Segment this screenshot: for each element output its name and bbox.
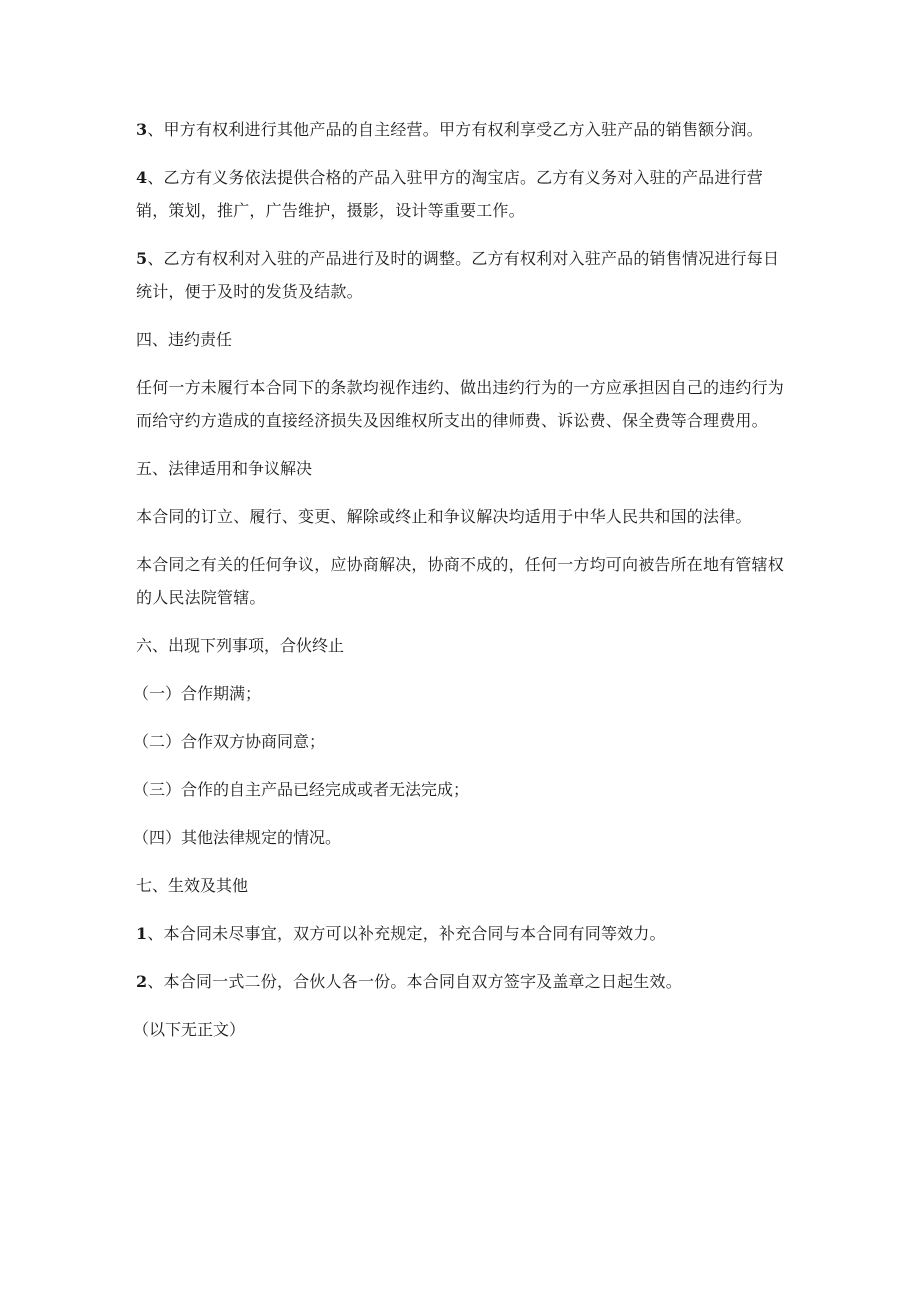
section-heading-termination: 六、出现下列事项，合伙终止 (136, 636, 345, 655)
section-body-law-1: 本合同的订立、履行、变更、解除或终止和争议解决均适用于中华人民共和国的法律。 (136, 507, 752, 526)
effect-clause-2 (136, 965, 784, 998)
clause-text: 、乙方有义务依法提供合格的产品入驻甲方的淘宝店。乙方有义务对入驻的产品进行营销，策划，推广，广告维护，摄影，设计等重要工作。 (136, 168, 763, 220)
section-body-breach: 任何一方未履行本合同下的条款均视作违约、做出违约行为的一方应承担因自己的违约行为而给守约方造成的直接经济损失及因维权所支出的律师费、诉讼费、保全费等合理费用。 (136, 378, 785, 430)
termination-item: （四）其他法律规定的情况。 (133, 828, 342, 847)
termination-item: （三）合作的自主产品已经完成或者无法完成； (133, 780, 470, 799)
clause-5 (136, 242, 784, 308)
effect-clause-1 (136, 917, 784, 950)
clause-number: 2 (136, 972, 148, 991)
clause-3 (136, 113, 784, 146)
closing-note: （以下无正文） (133, 1020, 246, 1039)
section-heading-breach: 四、违约责任 (136, 330, 233, 349)
clause-number: 5 (136, 249, 148, 268)
clause-number: 3 (136, 120, 148, 139)
clause-4 (136, 161, 784, 227)
document-body (133, 113, 785, 1061)
termination-item: （一）合作期满； (133, 684, 262, 703)
clause-number: 4 (136, 168, 148, 187)
termination-item: （二）合作双方协商同意； (133, 732, 326, 751)
section-body-law-2: 本合同之有关的任何争议，应协商解决，协商不成的，任何一方均可向被告所在地有管辖权的人民法院管辖。 (136, 555, 785, 607)
clause-text: 、乙方有权利对入驻的产品进行及时的调整。乙方有权利对入驻产品的销售情况进行每日统计，便于及时的发货及结款。 (136, 249, 780, 301)
clause-number: 1 (136, 924, 148, 943)
clause-text: 、本合同未尽事宜，双方可以补充规定，补充合同与本合同有同等效力。 (147, 924, 666, 943)
section-heading-effect: 七、生效及其他 (136, 876, 249, 895)
section-heading-law: 五、法律适用和争议解决 (136, 459, 313, 478)
clause-text: 、甲方有权利进行其他产品的自主经营。甲方有权利享受乙方入驻产品的销售额分润。 (147, 120, 763, 139)
clause-text: 、本合同一式二份，合伙人各一份。本合同自双方签字及盖章之日起生效。 (147, 972, 682, 991)
